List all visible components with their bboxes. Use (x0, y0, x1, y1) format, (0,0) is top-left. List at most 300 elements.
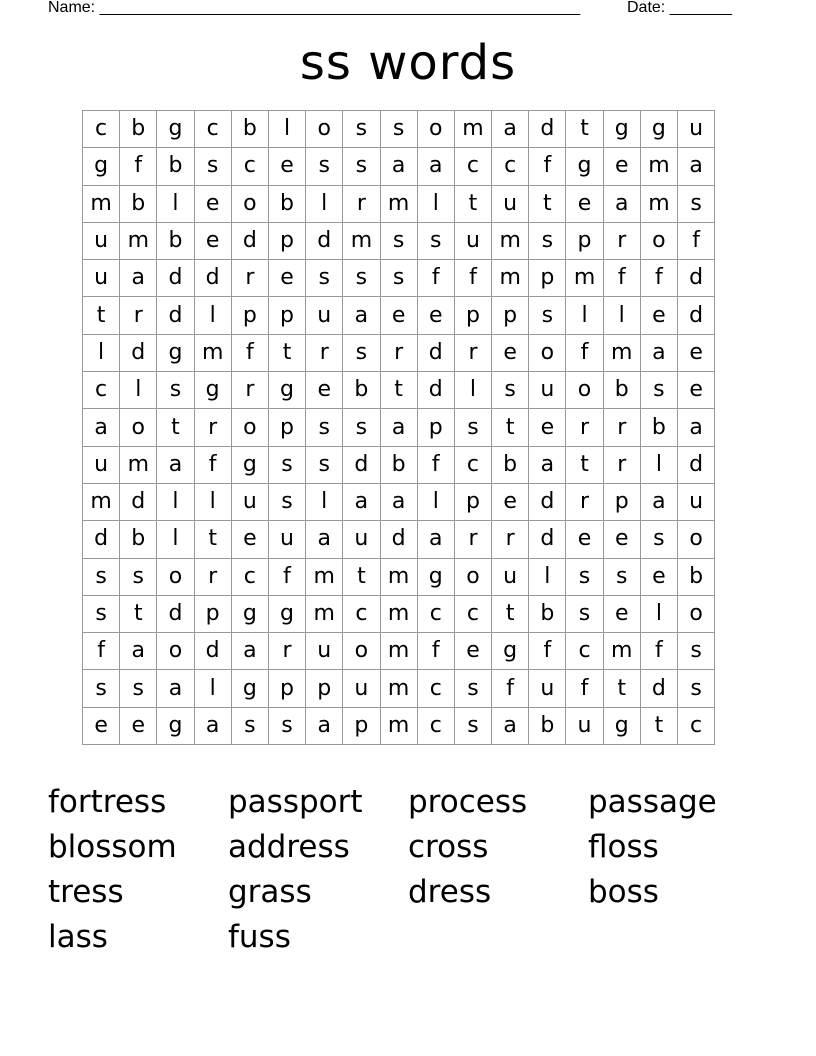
grid-cell: p (232, 297, 269, 334)
grid-cell: g (83, 148, 120, 185)
grid-cell: m (566, 260, 603, 297)
grid-cell: c (566, 633, 603, 670)
grid-cell: p (604, 484, 641, 521)
grid-cell: l (195, 297, 232, 334)
grid-cell: e (604, 148, 641, 185)
grid-cell: m (343, 223, 380, 260)
grid-cell: l (641, 596, 678, 633)
grid-cell: t (641, 708, 678, 745)
grid-cell: l (269, 111, 306, 148)
grid-cell: c (195, 111, 232, 148)
grid-cell: r (120, 297, 157, 334)
grid-cell: m (604, 335, 641, 372)
grid-cell: c (455, 447, 492, 484)
grid-cell: e (455, 633, 492, 670)
grid-cell: m (83, 484, 120, 521)
grid-cell: b (269, 186, 306, 223)
grid-cell: d (678, 447, 715, 484)
grid-cell: s (120, 559, 157, 596)
grid-cell: t (120, 596, 157, 633)
grid-cell: s (343, 260, 380, 297)
grid-cell: f (120, 148, 157, 185)
word-bank-item: fuss (228, 919, 291, 955)
grid-cell: f (492, 670, 529, 707)
grid-cell: o (306, 111, 343, 148)
grid-cell: p (492, 297, 529, 334)
grid-cell: l (641, 447, 678, 484)
grid-cell: m (604, 633, 641, 670)
grid-cell: u (492, 186, 529, 223)
grid-cell: u (678, 111, 715, 148)
grid-cell: m (381, 559, 418, 596)
grid-cell: e (566, 186, 603, 223)
grid-cell: l (83, 335, 120, 372)
grid-cell: b (120, 521, 157, 558)
grid-cell: s (269, 484, 306, 521)
word-bank-item: floss (588, 829, 659, 865)
grid-cell: s (157, 372, 194, 409)
grid-cell: p (343, 708, 380, 745)
word-bank-item: process (408, 784, 528, 820)
grid-cell: s (381, 223, 418, 260)
grid-cell: b (157, 148, 194, 185)
grid-cell: u (343, 521, 380, 558)
grid-cell: s (455, 708, 492, 745)
grid-cell: d (157, 596, 194, 633)
grid-cell: a (120, 260, 157, 297)
grid-cell: m (381, 633, 418, 670)
grid-cell: t (343, 559, 380, 596)
grid-cell: b (120, 111, 157, 148)
grid-cell: a (604, 186, 641, 223)
grid-cell: f (418, 260, 455, 297)
grid-cell: p (529, 260, 566, 297)
grid-cell: r (232, 372, 269, 409)
grid-cell: s (566, 596, 603, 633)
grid-cell: f (678, 223, 715, 260)
grid-cell: r (269, 633, 306, 670)
grid-cell: r (566, 484, 603, 521)
grid-cell: g (492, 633, 529, 670)
grid-cell: o (678, 521, 715, 558)
grid-cell: a (195, 708, 232, 745)
grid-cell: p (269, 670, 306, 707)
grid-cell: o (418, 111, 455, 148)
grid-cell: a (418, 148, 455, 185)
grid-cell: c (455, 596, 492, 633)
grid-cell: u (529, 670, 566, 707)
grid-cell: m (195, 335, 232, 372)
grid-cell: p (418, 409, 455, 446)
grid-cell: f (529, 633, 566, 670)
grid-cell: p (269, 409, 306, 446)
grid-cell: s (269, 447, 306, 484)
grid-cell: d (678, 260, 715, 297)
grid-cell: p (269, 223, 306, 260)
grid-cell: a (83, 409, 120, 446)
grid-cell: d (641, 670, 678, 707)
grid-row (83, 409, 715, 446)
grid-cell: u (306, 297, 343, 334)
grid-cell: m (381, 670, 418, 707)
grid-cell: a (343, 297, 380, 334)
grid-cell: g (157, 111, 194, 148)
grid-cell: m (306, 596, 343, 633)
grid-cell: g (157, 708, 194, 745)
grid-cell: s (306, 260, 343, 297)
grid-cell: p (455, 484, 492, 521)
grid-cell: g (604, 111, 641, 148)
grid-cell: d (418, 335, 455, 372)
grid-cell: r (195, 559, 232, 596)
grid-cell: t (566, 111, 603, 148)
grid-cell: d (381, 521, 418, 558)
grid-cell: e (641, 297, 678, 334)
grid-cell: a (306, 521, 343, 558)
grid-cell: s (566, 559, 603, 596)
grid-cell: d (529, 521, 566, 558)
grid-cell: e (678, 335, 715, 372)
grid-cell: o (529, 335, 566, 372)
grid-cell: s (120, 670, 157, 707)
grid-cell: m (492, 260, 529, 297)
word-bank-item: fortress (48, 784, 167, 820)
grid-cell: b (492, 447, 529, 484)
grid-cell: e (641, 559, 678, 596)
grid-cell: m (120, 223, 157, 260)
grid-cell: s (306, 409, 343, 446)
grid-cell: d (529, 111, 566, 148)
grid-cell: g (157, 335, 194, 372)
grid-cell: r (232, 260, 269, 297)
grid-cell: p (195, 596, 232, 633)
grid-cell: s (678, 670, 715, 707)
grid-cell: b (343, 372, 380, 409)
grid-cell: d (418, 372, 455, 409)
grid-cell: t (566, 447, 603, 484)
grid-cell: l (604, 297, 641, 334)
grid-row (83, 223, 715, 260)
grid-cell: s (83, 596, 120, 633)
grid-cell: f (604, 260, 641, 297)
grid-cell: s (678, 186, 715, 223)
word-bank-item: boss (588, 874, 659, 910)
grid-cell: e (83, 708, 120, 745)
grid-cell: a (678, 409, 715, 446)
grid-cell: u (343, 670, 380, 707)
grid-cell: g (604, 708, 641, 745)
grid-cell: l (306, 484, 343, 521)
grid-cell: d (157, 297, 194, 334)
grid-cell: m (455, 111, 492, 148)
grid-cell: b (381, 447, 418, 484)
grid-cell: g (232, 596, 269, 633)
grid-cell: m (381, 708, 418, 745)
grid-cell: u (232, 484, 269, 521)
grid-row (83, 708, 715, 745)
grid-row (83, 521, 715, 558)
grid-cell: e (269, 260, 306, 297)
grid-cell: s (195, 148, 232, 185)
grid-row (83, 484, 715, 521)
grid-cell: e (269, 148, 306, 185)
grid-cell: t (455, 186, 492, 223)
grid-cell: d (195, 260, 232, 297)
grid-cell: p (455, 297, 492, 334)
grid-cell: o (678, 596, 715, 633)
grid-cell: f (269, 559, 306, 596)
grid-cell: s (529, 223, 566, 260)
grid-cell: m (492, 223, 529, 260)
grid-cell: o (232, 409, 269, 446)
grid-cell: c (343, 596, 380, 633)
grid-cell: m (306, 559, 343, 596)
grid-cell: u (83, 260, 120, 297)
grid-cell: a (641, 484, 678, 521)
grid-cell: f (529, 148, 566, 185)
grid-row (83, 260, 715, 297)
grid-cell: m (381, 186, 418, 223)
grid-cell: t (269, 335, 306, 372)
grid-cell: u (529, 372, 566, 409)
grid-cell: a (492, 111, 529, 148)
grid-cell: p (566, 223, 603, 260)
grid-cell: g (418, 559, 455, 596)
date-field-line: Date: _______ (627, 0, 732, 16)
grid-cell: e (195, 186, 232, 223)
grid-cell: b (604, 372, 641, 409)
grid-cell: c (418, 708, 455, 745)
grid-cell: s (492, 372, 529, 409)
grid-cell: e (232, 521, 269, 558)
grid-cell: l (306, 186, 343, 223)
grid-cell: r (455, 521, 492, 558)
grid-cell: e (566, 521, 603, 558)
grid-row (83, 372, 715, 409)
grid-cell: s (306, 148, 343, 185)
grid-cell: s (343, 409, 380, 446)
grid-cell: f (641, 633, 678, 670)
grid-cell: o (343, 633, 380, 670)
grid-cell: m (641, 186, 678, 223)
grid-cell: l (455, 372, 492, 409)
grid-cell: e (306, 372, 343, 409)
grid-cell: d (83, 521, 120, 558)
grid-cell: l (418, 484, 455, 521)
grid-cell: f (83, 633, 120, 670)
grid-cell: u (678, 484, 715, 521)
grid-row (83, 148, 715, 185)
grid-cell: a (120, 633, 157, 670)
word-search-grid (82, 110, 715, 745)
grid-cell: d (120, 484, 157, 521)
grid-cell: s (641, 372, 678, 409)
word-bank (48, 780, 768, 960)
grid-cell: s (529, 297, 566, 334)
grid-cell: r (195, 409, 232, 446)
grid-cell: s (269, 708, 306, 745)
grid-cell: c (455, 148, 492, 185)
grid-cell: d (195, 633, 232, 670)
grid-cell: g (269, 372, 306, 409)
grid-cell: u (566, 708, 603, 745)
grid-cell: p (269, 297, 306, 334)
grid-cell: t (195, 521, 232, 558)
word-bank-item: address (228, 829, 350, 865)
grid-cell: b (120, 186, 157, 223)
grid-row (83, 335, 715, 372)
grid-cell: s (381, 111, 418, 148)
grid-cell: b (641, 409, 678, 446)
grid-cell: d (157, 260, 194, 297)
grid-cell: s (641, 521, 678, 558)
grid-row (83, 297, 715, 334)
name-field-line: Name: ______________________________________________________ (48, 0, 581, 16)
grid-cell: s (418, 223, 455, 260)
word-bank-item: dress (408, 874, 492, 910)
grid-row (83, 559, 715, 596)
grid-cell: p (306, 670, 343, 707)
grid-cell: d (306, 223, 343, 260)
grid-cell: s (678, 633, 715, 670)
grid-cell: u (492, 559, 529, 596)
word-bank-item: blossom (48, 829, 177, 865)
grid-cell: g (195, 372, 232, 409)
grid-cell: o (120, 409, 157, 446)
grid-cell: o (157, 633, 194, 670)
grid-cell: g (566, 148, 603, 185)
grid-cell: s (83, 559, 120, 596)
grid-cell: b (529, 596, 566, 633)
grid-cell: m (120, 447, 157, 484)
grid-cell: e (418, 297, 455, 334)
grid-cell: o (566, 372, 603, 409)
grid-cell: s (343, 335, 380, 372)
grid-cell: f (641, 260, 678, 297)
grid-cell: a (232, 633, 269, 670)
grid-cell: c (418, 670, 455, 707)
grid-cell: d (232, 223, 269, 260)
grid-cell: r (566, 409, 603, 446)
grid-cell: c (232, 559, 269, 596)
grid-cell: f (455, 260, 492, 297)
grid-cell: e (604, 596, 641, 633)
grid-cell: m (641, 148, 678, 185)
grid-row (83, 596, 715, 633)
grid-cell: e (195, 223, 232, 260)
grid-cell: r (455, 335, 492, 372)
grid-cell: t (492, 596, 529, 633)
grid-cell: s (604, 559, 641, 596)
grid-row (83, 186, 715, 223)
word-bank-item: cross (408, 829, 489, 865)
grid-cell: c (232, 148, 269, 185)
grid-cell: f (418, 633, 455, 670)
grid-cell: e (381, 297, 418, 334)
grid-cell: f (566, 670, 603, 707)
grid-cell: c (678, 708, 715, 745)
word-bank-item: passport (228, 784, 363, 820)
grid-cell: a (157, 447, 194, 484)
grid-cell: c (492, 148, 529, 185)
grid-row (83, 670, 715, 707)
grid-cell: r (381, 335, 418, 372)
grid-cell: d (678, 297, 715, 334)
grid-cell: a (157, 670, 194, 707)
grid-cell: u (269, 521, 306, 558)
grid-cell: t (529, 186, 566, 223)
grid-cell: s (343, 111, 380, 148)
grid-cell: s (232, 708, 269, 745)
grid-cell: f (232, 335, 269, 372)
grid-cell: g (232, 447, 269, 484)
grid-cell: e (120, 708, 157, 745)
word-bank-item: tress (48, 874, 124, 910)
grid-cell: b (529, 708, 566, 745)
grid-cell: a (418, 521, 455, 558)
grid-cell: o (641, 223, 678, 260)
grid-cell: m (381, 596, 418, 633)
grid-cell: t (381, 372, 418, 409)
grid-cell: a (529, 447, 566, 484)
grid-cell: a (343, 484, 380, 521)
word-bank-item: lass (48, 919, 108, 955)
grid-cell: r (492, 521, 529, 558)
grid-cell: d (120, 335, 157, 372)
grid-cell: l (529, 559, 566, 596)
grid-cell: u (306, 633, 343, 670)
grid-row (83, 447, 715, 484)
grid-cell: l (566, 297, 603, 334)
grid-cell: s (83, 670, 120, 707)
grid-cell: l (120, 372, 157, 409)
grid-cell: s (343, 148, 380, 185)
grid-cell: d (343, 447, 380, 484)
grid-cell: a (492, 708, 529, 745)
grid-cell: a (678, 148, 715, 185)
grid-cell: b (157, 223, 194, 260)
grid-cell: m (83, 186, 120, 223)
word-bank-item: passage (588, 784, 717, 820)
grid-cell: t (604, 670, 641, 707)
grid-cell: e (604, 521, 641, 558)
grid-cell: r (604, 409, 641, 446)
grid-cell: l (418, 186, 455, 223)
grid-cell: e (492, 335, 529, 372)
grid-cell: l (157, 186, 194, 223)
grid-cell: f (418, 447, 455, 484)
grid-row (83, 633, 715, 670)
grid-cell: a (381, 409, 418, 446)
grid-cell: t (83, 297, 120, 334)
grid-cell: g (269, 596, 306, 633)
grid-cell: l (195, 670, 232, 707)
grid-cell: b (232, 111, 269, 148)
grid-cell: o (157, 559, 194, 596)
grid-cell: e (529, 409, 566, 446)
grid-cell: s (381, 260, 418, 297)
grid-cell: a (381, 148, 418, 185)
grid-cell: r (604, 223, 641, 260)
grid-cell: o (232, 186, 269, 223)
grid-cell: l (157, 484, 194, 521)
grid-cell: e (492, 484, 529, 521)
grid-cell: l (157, 521, 194, 558)
grid-cell: g (232, 670, 269, 707)
grid-cell: l (195, 484, 232, 521)
grid-cell: f (195, 447, 232, 484)
grid-cell: b (678, 559, 715, 596)
